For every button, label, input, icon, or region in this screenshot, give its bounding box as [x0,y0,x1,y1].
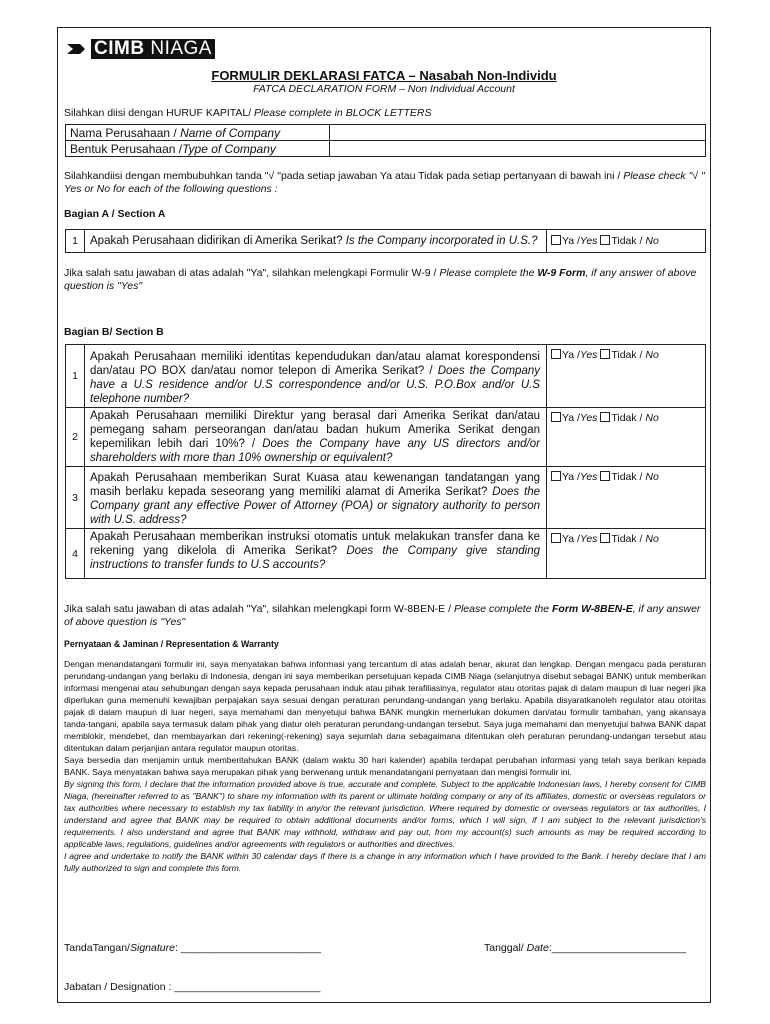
designation-line[interactable]: Jabatan / Designation : _________________________ [64,981,321,993]
logo-text: CIMB NIAGA [91,39,215,59]
company-name-label: Nama Perusahaan / Name of Company [66,125,330,141]
section-b-question-4 [66,529,706,579]
company-type-field[interactable] [330,141,706,157]
answer-options [547,230,706,253]
yes-checkbox[interactable]: Ya /Yes [551,412,597,424]
question-number: 4 [66,529,85,579]
yes-checkbox[interactable]: Ya /Yes [551,471,597,483]
section-b-note: Jika salah satu jawaban di atas adalah "Ya", silahkan melengkapi form W-8BEN-E / Please complete the Form W-8BEN-E, if any answer of above question is "Yes" [64,603,701,628]
form-subtitle: FATCA DECLARATION FORM – Non Individual Account [253,83,515,95]
company-name-row [66,125,706,141]
section-a-question-1 [66,230,706,253]
question-text: Apakah Perusahaan memiliki identitas kependudukan dan/atau alamat korespondensi dan/atau PO BOX dan/atau nomor telepon di Amerika Serikat? / Does the Company have a U.S residence and/or U.S correspondence and/or U.S. P.O.Box and/or U.S telephone number? [85,345,547,408]
section-a-heading: Bagian A / Section A [64,208,166,220]
warranty-heading: Pernyataan & Jaminan / Representation & Warranty [64,639,279,649]
section-b-heading: Bagian B/ Section B [64,326,164,338]
question-text: Apakah Perusahaan memiliki Direktur yang berasal dari Amerika Serikat dan/atau pemegang saham perseorangan dan/atau badan hukum Amerika Serikat dengan kepemilikan lebih dari 10%? / Does the Company have any US directors and/or shareholders with more than 10% ownership or equivalent? [85,408,547,467]
question-text: Apakah Perusahaan didirikan di Amerika Serikat? Is the Company incorporated in U.S.? [85,230,547,253]
section-b-table [65,344,706,579]
warranty-text [64,658,706,874]
signature-line[interactable]: TandaTangan/Signature: ________________________ [64,942,321,954]
section-b-question-1 [66,345,706,408]
warranty-para-en-2: I agree and undertake to notify the BANK within 30 calendar days if there is a change in any information which I have provided to the Bank. I hereby declare that I am fully authorized to sign and complete this form. [64,851,706,873]
company-type-row [66,141,706,157]
yes-checkbox[interactable]: Ya /Yes [551,235,597,247]
company-info-table [65,124,706,157]
no-checkbox[interactable]: Tidak / No [600,235,658,247]
no-checkbox[interactable]: Tidak / No [600,412,658,424]
answer-options [547,467,706,529]
question-number: 1 [66,230,85,253]
no-checkbox[interactable]: Tidak / No [600,349,658,361]
yes-checkbox[interactable]: Ya /Yes [551,533,597,545]
company-type-label: Bentuk Perusahaan /Type of Company [66,141,330,157]
check-instruction: Silahkandiisi dengan membubuhkan tanda "√ "pada setiap jawaban Ya atau Tidak pada setiap pertanyaan di bawah ini / Please check "√ " Yes or No for each of the following questions : [64,170,705,195]
answer-options [547,345,706,408]
warranty-para-en-1: By signing this form, I declare that the information provided above is true, accurate and complete. Subject to the applicable Indonesian laws, I hereby consent for CIMB Niaga, (hereinafter referred to as "BANK") to share my information with its parent or ultimate holding company or any of its affiliates, domestic or overseas regulators or tax authorities where necessary to establish my tax liability in any/or the relevant jurisdiction. Where required by domestic or overseas regulators or tax authorities, I understand and agree that BANK may be required to obtain additional documents and/or forms, which I will sign, if I am subject to the relevant jurisdiction's requirements. I also understand and agree that BANK may withhold, withdraw and pay out, from my account(s) such amounts as may be required according to applicable laws, regulations, guidelines and/or agreements with regulators or authorities and directives. [64,779,706,849]
warranty-para-id-2: Saya bersedia dan menjamin untuk memberitahukan BANK (dalam waktu 30 hari kalender) apabila terdapat perubahan informasi yang telah saya berikan kepada BANK. Saya menyatakan bahwa saya merupakan pihak yang berwenang untuk menandatangani pernyataan dan mengisi formulir ini. [64,755,706,777]
date-line[interactable]: Tanggal/ Date:_______________________ [484,942,687,954]
question-text: Apakah Perusahaan memberikan instruksi otomatis untuk melakukan transfer dana ke rekening yang dikelola di Amerika Serikat? Does the Company give standing instructions to transfer funds to U.S accounts? [85,529,547,579]
yes-checkbox[interactable]: Ya /Yes [551,349,597,361]
company-name-field[interactable] [330,125,706,141]
question-number: 1 [66,345,85,408]
no-checkbox[interactable]: Tidak / No [600,471,658,483]
block-letters-instruction: Silahkan diisi dengan HURUF KAPITAL/ Please complete in BLOCK LETTERS [64,107,432,119]
section-a-table [65,229,706,253]
logo-chevron-icon [67,42,87,56]
question-number: 2 [66,408,85,467]
warranty-para-id-1: Dengan menandatangani formulir ini, saya menyatakan bahwa informasi yang tercantum di atas adalah benar, akurat dan lengkap. Dengan mengacu pada peraturan perundang-undangan yang berlaku di Indonesia, dengan ini saya memberikan persetujuan kepada CIMB Niaga (selanjutnya disebut sebagai BANK) untuk memberikan informasi mengenai atau sehubungan dengan saya kepada perusahaan induk atau pihak terafiliasinya, regulator atau otoritas pajak di dalam maupun di luar negeri jika diperlukan guna memenuhi kewajiban perpajakan saya sesuai dengan peraturan perundang-undangan yang berlaku. Apabila disyaratkanoleh regulator atau otoritas pajak di dalam maupun di luar negeri, saya memahami dan menyetujui bahwa BANK mungkin memerlukan dokumen dan/atau formulir tambahan, yang akansaya tanda-tangani, apabila saya termasuk dalam pihak yang diatur oleh peraturan perundang-undangan tersebut. Saya juga memahami dan menyetujui bahwa BANK dapat memblokir, mendebet, dan membayarkan dari rekening(-rekening) saya sejumlah dana sebagaimana ditentukan oleh peraturan perundang-undangan tersebut atau ditentukan dalam perjanjian antara regulator maupun otoritas. [64,659,706,753]
question-text: Apakah Perusahaan memberikan Surat Kuasa atau kewenangan tandatangan yang masih berlaku kepada seseorang yang memiliki alamat di Amerika Serikat? Does the Company grant any effective Power of Attorney (POA) or signatory authority to person with U.S. address? [85,467,547,529]
section-a-note: Jika salah satu jawaban di atas adalah "Ya", silahkan melengkapi Formulir W-9 / Please complete the W-9 Form, if any answer of above question is "Yes" [64,267,697,292]
section-b-question-2 [66,408,706,467]
no-checkbox[interactable]: Tidak / No [600,533,658,545]
answer-options [547,408,706,467]
answer-options [547,529,706,579]
section-b-question-3 [66,467,706,529]
cimb-niaga-logo [67,38,215,60]
form-title: FORMULIR DEKLARASI FATCA – Nasabah Non-Individu [211,68,557,83]
question-number: 3 [66,467,85,529]
